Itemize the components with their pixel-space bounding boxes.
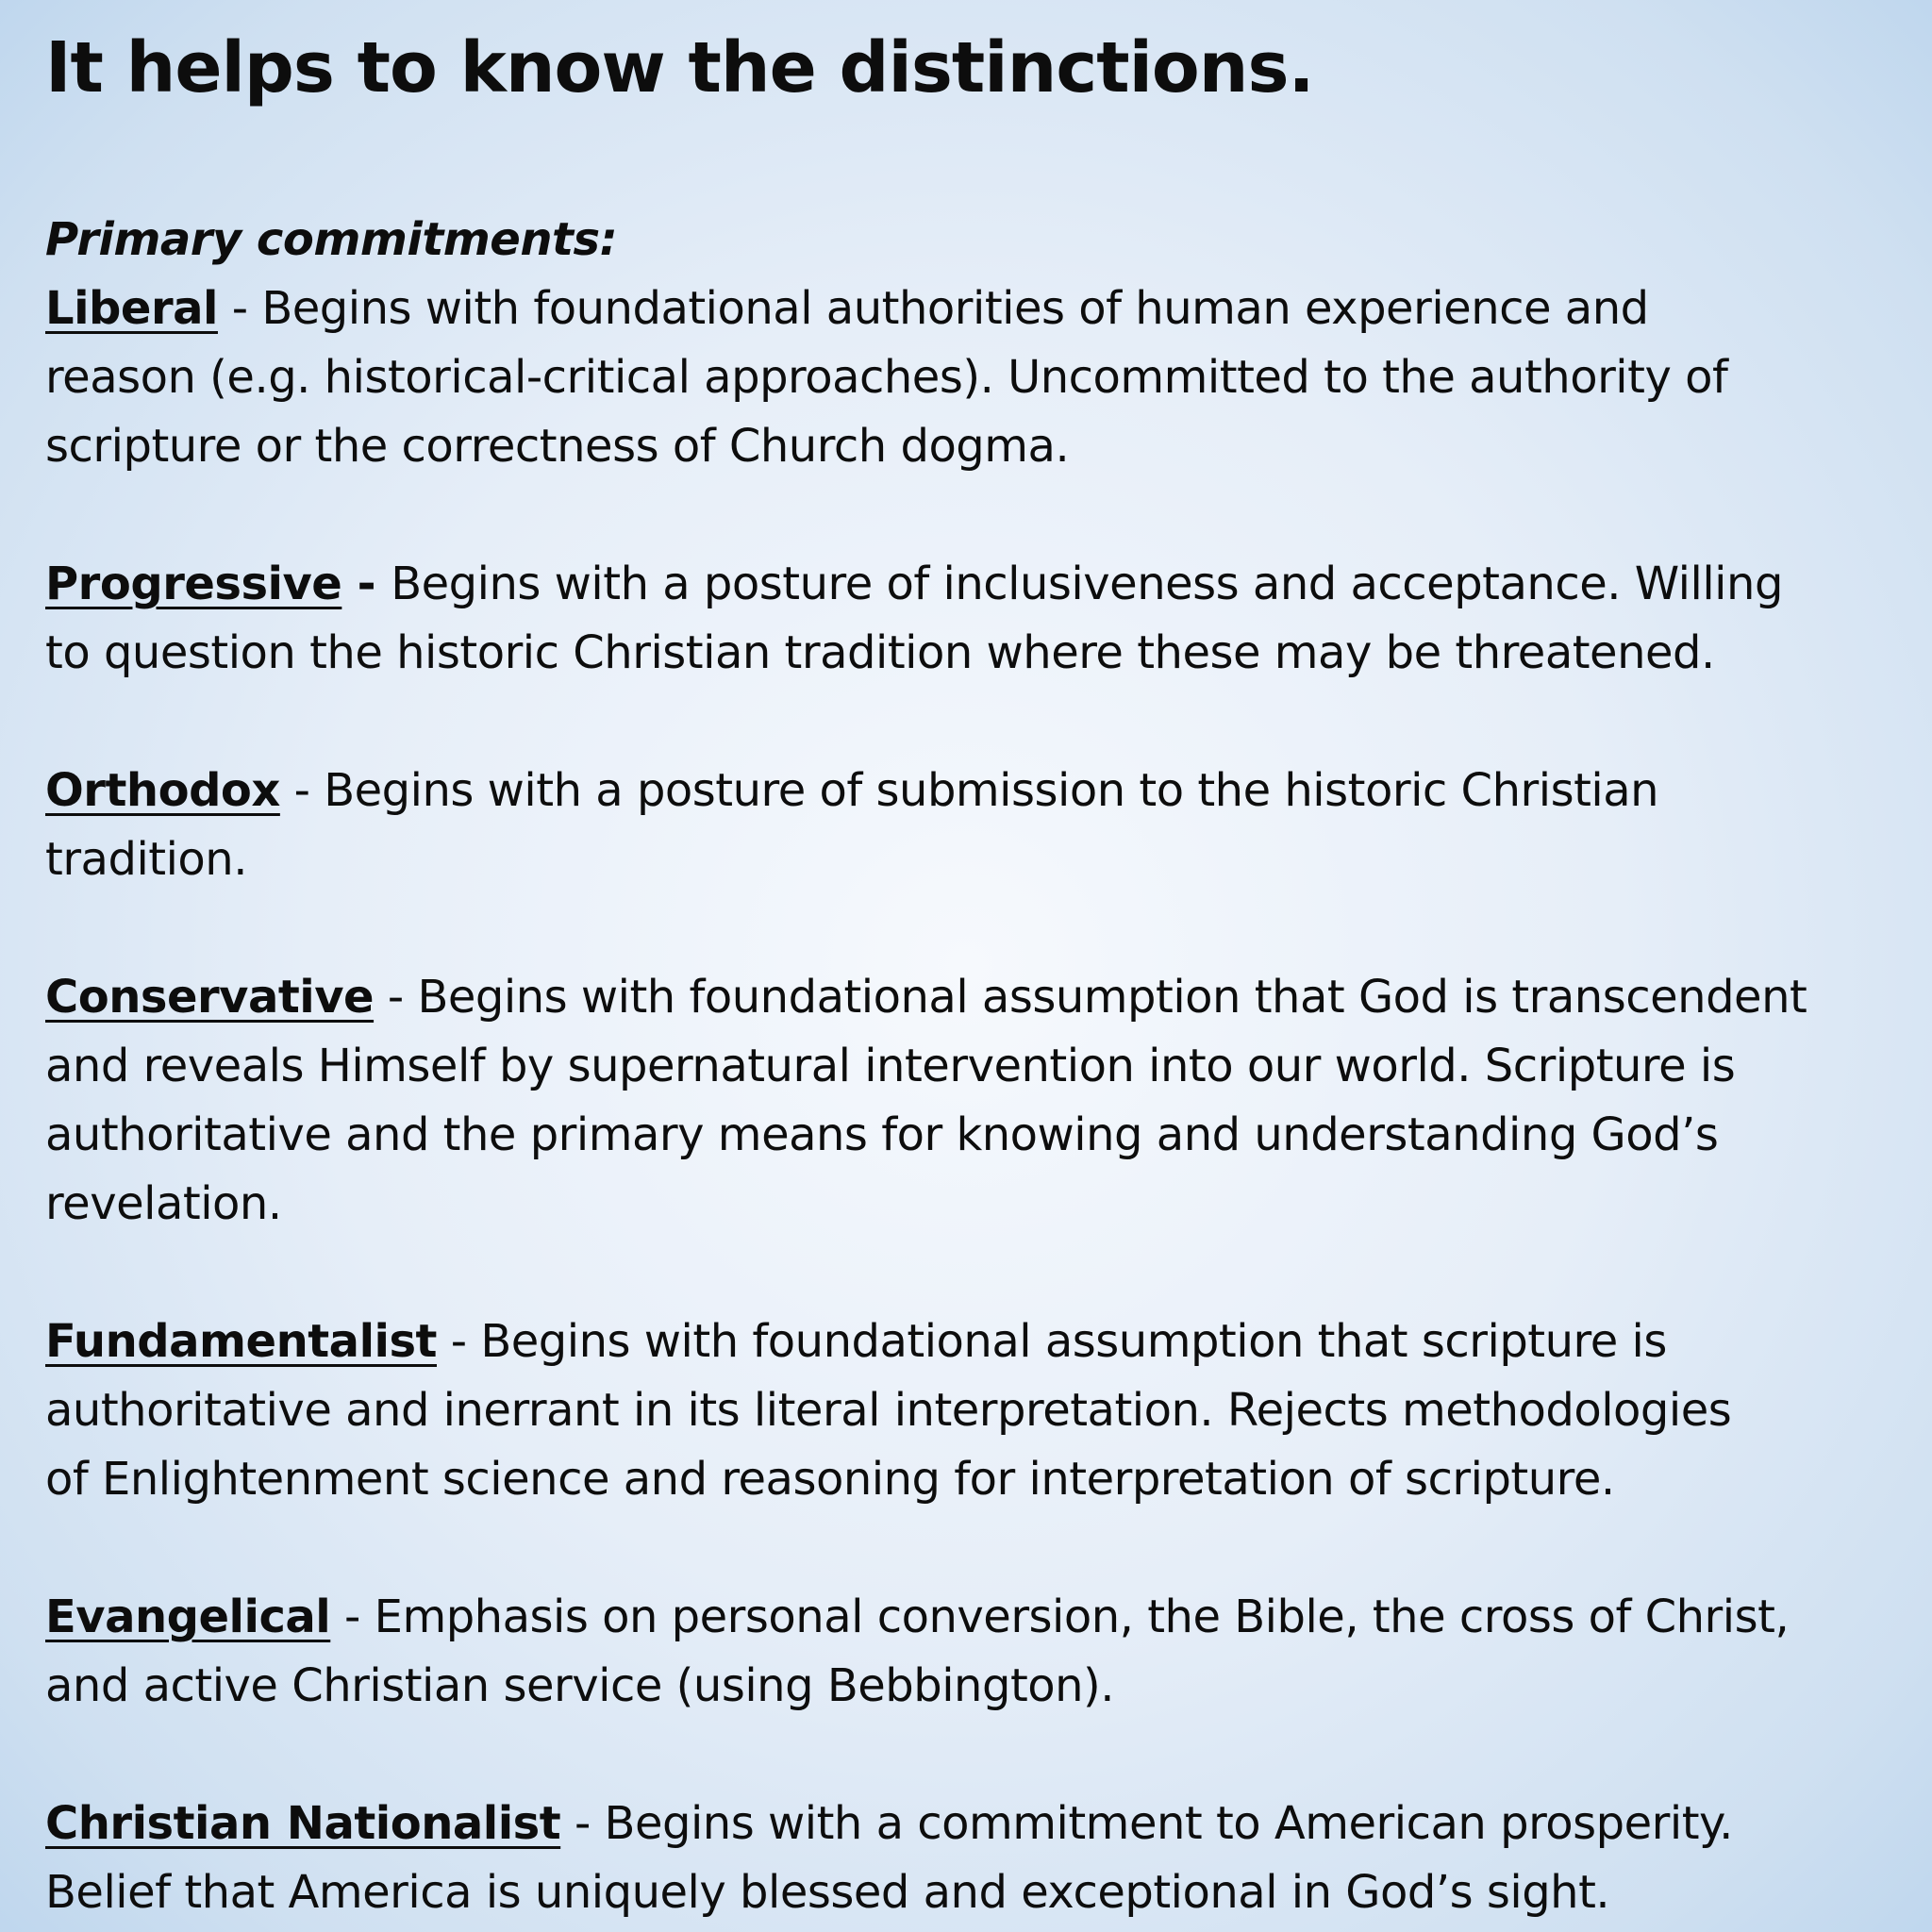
entry-christian-nationalist (45, 1790, 1894, 1927)
entry-line (45, 1583, 1894, 1652)
definition-text: authoritative and the primary means for knowing and understanding God’s (45, 1108, 1719, 1161)
definition-text: of Enlightenment science and reasoning for interpretation of scripture. (45, 1453, 1615, 1506)
term-evangelical: Evangelical (45, 1591, 331, 1643)
entry-fundamentalist (45, 1307, 1894, 1514)
definition-text: Begins with foundational authorities of human experience and (261, 282, 1649, 335)
definition-text: to question the historic Christian tradition where these may be threatened. (45, 626, 1715, 679)
term-separator: - (279, 764, 325, 817)
definition-text: scripture or the correctness of Church dogma. (45, 420, 1070, 473)
term-separator: - (437, 1315, 481, 1368)
entry-line (45, 963, 1894, 1032)
term-separator: - (330, 1591, 375, 1643)
term-conservative: Conservative (45, 971, 375, 1024)
entry-conservative (45, 963, 1894, 1239)
term-christian-nationalist: Christian Nationalist (45, 1797, 561, 1850)
entry-liberal (45, 275, 1894, 481)
term-liberal: Liberal (45, 282, 218, 335)
entry-line (45, 1790, 1894, 1858)
entry-line (45, 550, 1894, 619)
definition-text: reason (e.g. historical-critical approaches). Uncommitted to the authority of (45, 351, 1728, 404)
definition-text: and reveals Himself by supernatural intervention into our world. Scripture is (45, 1040, 1736, 1092)
definition-text: revelation. (45, 1177, 282, 1230)
entry-line (45, 275, 1894, 343)
slide (45, 21, 1894, 1927)
entry-evangelical (45, 1583, 1894, 1721)
definition-text: authoritative and inerrant in its literal interpretation. Rejects methodologies (45, 1384, 1732, 1437)
primary-commitments-heading: Primary commitments: (45, 213, 618, 266)
definition-text: tradition. (45, 833, 247, 886)
entry-orthodox (45, 757, 1894, 894)
slide-title: It helps to know the distinctions. (45, 27, 1314, 108)
definition-text: Begins with a commitment to American prosperity. (604, 1797, 1733, 1850)
term-progressive: Progressive (45, 558, 342, 610)
definition-text: and active Christian service (using Bebbington). (45, 1659, 1115, 1712)
term-separator: - (217, 282, 262, 335)
definition-text: Emphasis on personal conversion, the Bible, the cross of Christ, (374, 1591, 1790, 1643)
entry-line (45, 757, 1894, 825)
entry-line (45, 1307, 1894, 1376)
definition-text: Begins with foundational assumption that God is transcendent (417, 971, 1807, 1024)
term-fundamentalist: Fundamentalist (45, 1315, 437, 1368)
term-orthodox: Orthodox (45, 764, 280, 817)
definition-text: Begins with a posture of submission to the historic Christian (324, 764, 1659, 817)
definition-text: Begins with foundational assumption that scripture is (480, 1315, 1667, 1368)
definition-text: Belief that America is uniquely blessed and exceptional in God’s sight. (45, 1866, 1610, 1919)
term-separator: - (374, 971, 418, 1024)
term-separator: - (560, 1797, 605, 1850)
entry-progressive (45, 550, 1894, 688)
definition-text: Begins with a posture of inclusiveness and acceptance. Willing (391, 558, 1783, 610)
term-separator: - (341, 558, 391, 610)
